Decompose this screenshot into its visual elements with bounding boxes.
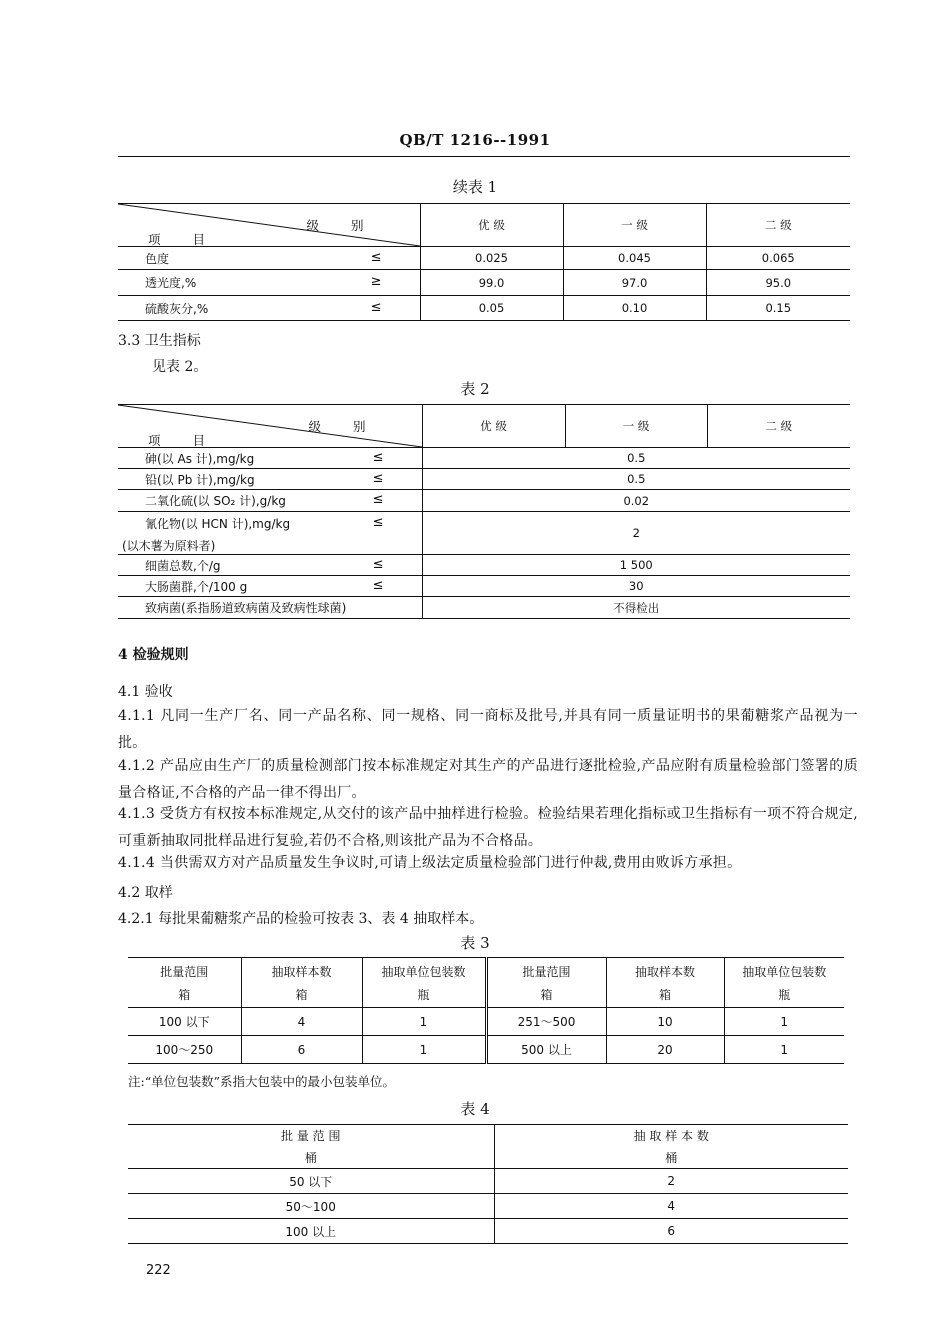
paragraph-4-1-4: 4.1.4 当供需双方对产品质量发生争议时,可请上级法定质量检验部门进行仲裁,费用由败诉方承担。 — [118, 855, 742, 871]
cell-value: 0.05 — [420, 296, 563, 321]
table-row — [128, 1219, 848, 1244]
table-row — [118, 270, 850, 296]
head-unit: 箱 — [658, 987, 671, 1002]
cell-value: 0.045 — [563, 247, 706, 270]
head-line: 抽取样本数 — [271, 964, 332, 979]
table-row — [118, 296, 850, 321]
head-unit: 箱 — [178, 987, 191, 1002]
table4-head-unit: 桶 — [128, 1147, 494, 1169]
cell-value: 99.0 — [420, 270, 563, 296]
table-row — [118, 247, 850, 270]
header-rule — [118, 156, 850, 157]
head-unit: 瓶 — [778, 987, 791, 1002]
table2-col-head: 优 级 — [422, 405, 565, 448]
table1-col-head: 二 级 — [706, 204, 850, 247]
table1-item-label: 项 目 — [148, 232, 219, 247]
table-row — [118, 597, 850, 619]
cell-value: 6 — [494, 1219, 848, 1244]
table3-head — [724, 958, 844, 1008]
cell-value: 50～100 — [128, 1194, 494, 1219]
row-label: 致病菌(系指肠道致病菌及致病性球菌) — [145, 601, 347, 615]
row-label: 细菌总数,个/g — [145, 558, 221, 573]
row-label: 透光度,% — [145, 276, 197, 290]
comparison-symbol: ≤ — [372, 577, 384, 593]
head-line: 批量范围 — [160, 964, 209, 979]
table2-grade-label: 级 别 — [308, 419, 380, 434]
cell-value: 1 500 — [422, 555, 850, 576]
table3-caption: 表 3 — [460, 934, 490, 952]
table4-head: 抽 取 样 本 数 — [494, 1125, 848, 1147]
table1-caption: 续表 1 — [452, 178, 498, 196]
head-unit: 箱 — [295, 987, 308, 1002]
section-3-3-text: 见表 2。 — [152, 359, 208, 375]
table-row — [118, 512, 850, 555]
table1-grade-label: 级 别 — [306, 218, 378, 233]
table2-diagonal-header — [118, 405, 422, 448]
cell-value: 0.065 — [706, 247, 850, 270]
table1-col-head: 一 级 — [563, 204, 706, 247]
row-label: 砷(以 As 计),mg/kg — [145, 451, 255, 466]
cell-value: 100 以下 — [128, 1008, 241, 1036]
table2-item-label: 项 目 — [148, 433, 219, 448]
table3-head — [128, 958, 241, 1008]
cell-value: 2 — [494, 1169, 848, 1194]
cell-value: 1 — [362, 1036, 486, 1064]
table3-head — [486, 958, 606, 1008]
table-row — [128, 1169, 848, 1194]
cell-value: 不得检出 — [422, 597, 850, 619]
head-line: 抽取单位包装数 — [742, 964, 827, 979]
cell-value: 95.0 — [706, 270, 850, 296]
table-row — [118, 448, 850, 469]
table-row — [128, 1194, 848, 1219]
cell-value: 0.5 — [422, 448, 850, 469]
table-row — [118, 576, 850, 597]
table-row — [118, 469, 850, 490]
table4 — [128, 1124, 848, 1244]
cell-value: 20 — [606, 1036, 724, 1064]
page-number: 222 — [146, 1263, 171, 1278]
row-label: 色度 — [145, 251, 170, 266]
cell-value: 0.10 — [563, 296, 706, 321]
row-label: 氰化物(以 HCN 计),mg/kg — [145, 517, 291, 531]
table3-head — [241, 958, 362, 1008]
table2-col-head: 一 级 — [565, 405, 707, 448]
section-4-1-title: 4.1 验收 — [118, 684, 173, 700]
table-row — [128, 1036, 844, 1064]
table3-note: 注:“单位包装数”系指大包装中的最小包装单位。 — [128, 1074, 395, 1089]
comparison-symbol: ≤ — [372, 470, 384, 486]
cell-value: 10 — [606, 1008, 724, 1036]
cell-value: 4 — [494, 1194, 848, 1219]
head-line: 抽取样本数 — [634, 964, 695, 979]
comparison-symbol: ≤ — [372, 515, 384, 530]
cell-value: 1 — [724, 1008, 844, 1036]
paragraph-4-2-1: 4.2.1 每批果葡糖浆产品的检验可按表 3、表 4 抽取样本。 — [118, 911, 484, 927]
cell-value: 6 — [241, 1036, 362, 1064]
comparison-symbol: ≤ — [372, 449, 384, 465]
table3 — [128, 957, 844, 1064]
table4-caption: 表 4 — [460, 1100, 490, 1118]
cell-value: 0.5 — [422, 469, 850, 490]
cell-value: 0.02 — [422, 490, 850, 512]
row-label: 铅(以 Pb 计),mg/kg — [145, 472, 255, 487]
cell-value: 0.025 — [420, 247, 563, 270]
table4-head: 批 量 范 围 — [281, 1129, 341, 1144]
paragraph-4-1-3: 4.1.3 受货方有权按本标准规定,从交付的该产品中抽样进行检验。检验结果若理化指标或卫生指标有一项不符合规定,可重新抽取同批样品进行复验,若仍不合格,则该批产品为不合格品。 — [118, 806, 858, 849]
comparison-symbol: ≤ — [372, 492, 384, 507]
head-line: 抽取单位包装数 — [381, 964, 466, 979]
row-label-note: (以木薯为原料者) — [122, 539, 216, 553]
comparison-symbol: ≥ — [370, 274, 382, 289]
row-label: 大肠菌群,个/100 g — [145, 579, 248, 594]
table2 — [118, 404, 850, 619]
table-row — [118, 555, 850, 576]
cell-value: 2 — [422, 512, 850, 555]
table3-head — [606, 958, 724, 1008]
table1 — [118, 203, 850, 321]
head-unit: 箱 — [540, 987, 553, 1002]
section-4-2-title: 4.2 取样 — [118, 885, 173, 901]
comparison-symbol: ≤ — [370, 249, 382, 265]
head-line: 批量范围 — [522, 964, 571, 979]
cell-value: 50 以下 — [128, 1169, 494, 1194]
table2-caption: 表 2 — [460, 380, 490, 398]
table-row — [118, 490, 850, 512]
table4-head-unit: 桶 — [494, 1147, 848, 1169]
table1-col-head: 优 级 — [420, 204, 563, 247]
comparison-symbol: ≤ — [370, 299, 382, 315]
cell-value: 500 以上 — [486, 1036, 606, 1064]
row-label: 二氧化硫(以 SO₂ 计),g/kg — [145, 494, 286, 508]
cell-value: 30 — [422, 576, 850, 597]
table1-diagonal-header — [118, 204, 420, 247]
page-header: QB/T 1216--1991 — [399, 131, 551, 149]
paragraph-4-1-2: 4.1.2 产品应由生产厂的质量检测部门按本标准规定对其生产的产品进行逐批检验,产品应附有质量检验部门签署的质量合格证,不合格的产品一律不得出厂。 — [118, 758, 858, 801]
paragraph-4-1-1: 4.1.1 凡同一生产厂名、同一产品名称、同一规格、同一商标及批号,并具有同一质量证明书的果葡糖浆产品视为一批。 — [118, 708, 858, 751]
head-unit: 瓶 — [417, 987, 430, 1002]
table3-head — [362, 958, 486, 1008]
table-row — [128, 1008, 844, 1036]
cell-value: 1 — [724, 1036, 844, 1064]
cell-value: 1 — [362, 1008, 486, 1036]
cell-value: 0.15 — [706, 296, 850, 321]
row-label: 硫酸灰分,% — [145, 301, 209, 316]
section-4-title: 4 检验规则 — [118, 647, 189, 663]
cell-value: 100 以上 — [285, 1224, 337, 1239]
section-3-3-title: 3.3 卫生指标 — [118, 333, 201, 349]
table2-col-head: 二 级 — [707, 405, 850, 448]
cell-value: 97.0 — [563, 270, 706, 296]
cell-value: 100～250 — [128, 1036, 241, 1064]
comparison-symbol: ≤ — [372, 556, 384, 572]
cell-value: 251～500 — [486, 1008, 606, 1036]
cell-value: 4 — [241, 1008, 362, 1036]
